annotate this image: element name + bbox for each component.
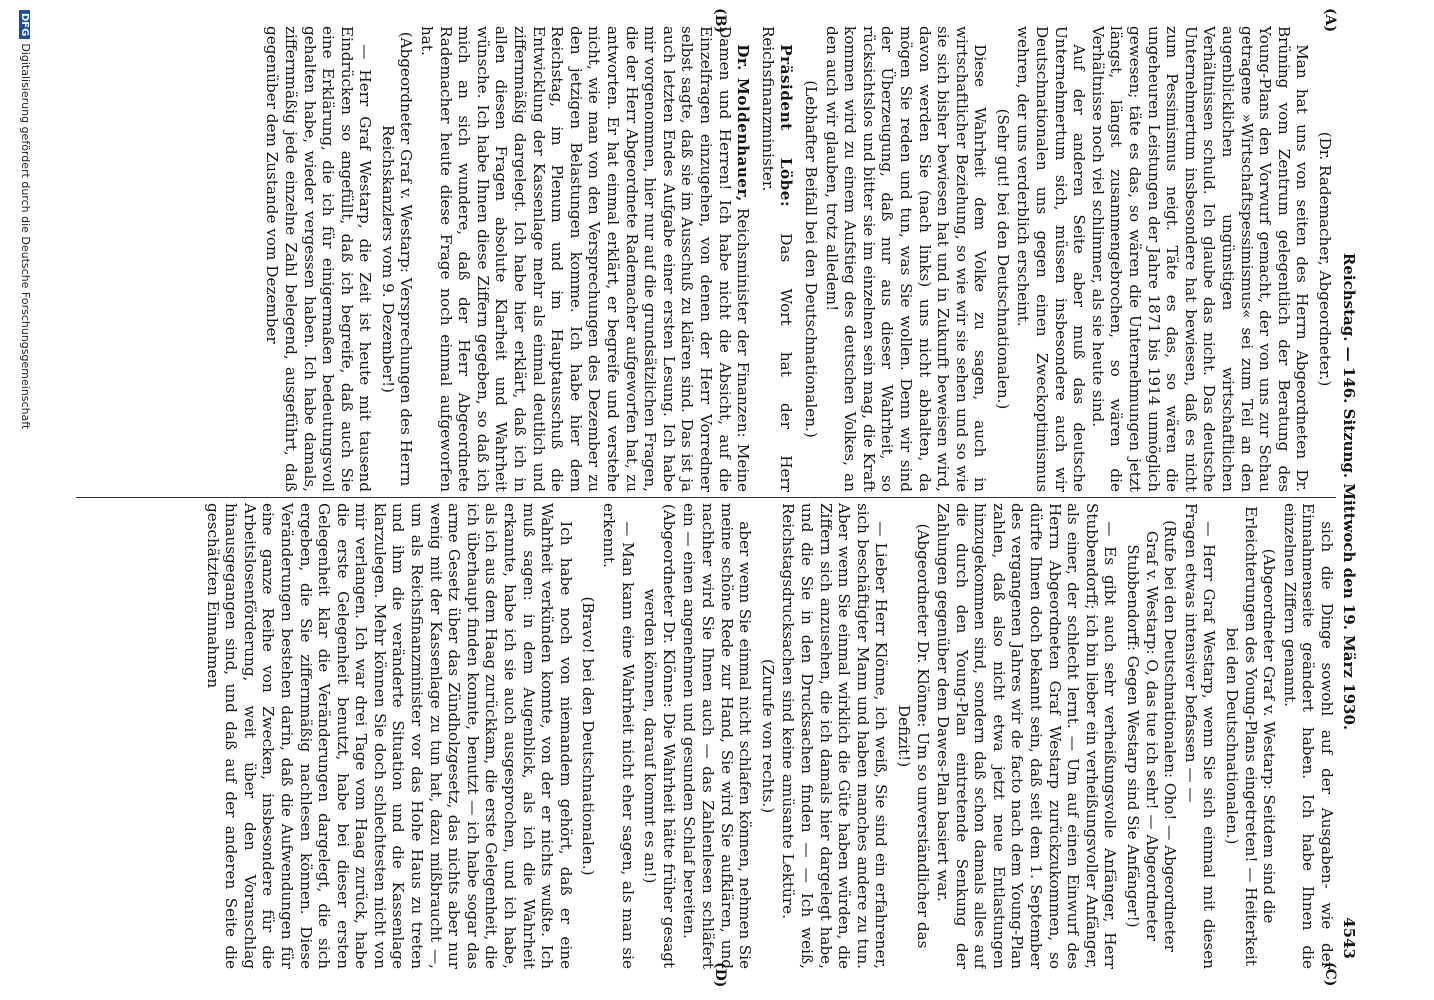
- speaker-paragraph: [758, 26, 795, 492]
- margin-marker-d: (D): [712, 962, 728, 988]
- margin-marker-a: (A): [1322, 8, 1338, 33]
- paragraph: — Man kann eine Wahrheit nicht eher sagen, als man sie erkennt.: [600, 503, 637, 969]
- interjection: (Abgeordneter Graf v. Westarp: Seitdem sind die Erleichterungen des Young-Plans eingetreten! — Heiterkeit bei den Deutschnationalen.): [1223, 506, 1279, 966]
- paragraph: — Herr Graf Westarp, wenn Sie sich einmal mit diesen Fragen etwas intensiver befassen — —: [1181, 503, 1219, 969]
- speaker-name: Präsident Löbe:: [777, 44, 796, 208]
- interjection: (Abgeordneter Dr. Klönne: Die Wahrheit hätte früher gesagt werden können, darauf kommt es an!): [641, 503, 678, 969]
- paragraph: Ich habe noch von niemandem gehört, daß er eine Wahrheit verkünden konnte, von der er nichts wußte. Ich muß sagen: in dem Augenblick, als ich die Wahrheit erkannte, habe ich sie auch ausgesprochen, und ich habe, als ich aus dem Haag zurückkam, die erste Gelegenheit, die ich überhaupt finden konnte, benutzt — ich habe sogar das arme Gesetz über das Zündholzgesetz, das nichts aber nur wenig mit der Kassenlage zu tun hat, dazu mißbraucht —, um als Reichsfinanzminister vor das Hohe Haus zu treten und ihm die veränderte Situation und die Kassenlage klarzulegen. Mehr können Sie doch schlechtesten nicht von mir verlangen. Ich war drei Tage vom Haag zurück, habe die erste Gelegenheit benutzt, habe bei dieser ersten Gelegenheit klar die Veränderungen dargelegt, die sich ergeben, die Sie ziffernmäßig nachlesen können. Diese Veränderungen bestehen darin, daß die Aufwendungen für eine ganze Reihe von Zwecken, insbesondere für die Arbeitslosenförderung, weit über den Voranschlag hinausgegangen sind, und daß auf der anderen Seite die geschätzten Einnahmen: [203, 503, 575, 969]
- interjection: (Rufe bei den Deutschnationalen: Oho! — Abgeordneter Graf v. Westarp: O, das tue ich sehr! — Abgeordneter Stubbendorff: Gegen Westarp sind Sie Anfänger!): [1124, 520, 1180, 952]
- speaker-name: Dr. Moldenhauer,: [734, 44, 753, 202]
- paragraph: Diese Wahrheit dem Volke zu sagen, auch in wirtschaftlicher Beziehung, so wie wir sie sehen und so wie sie sich bisher bewiesen hat und in Zukunft beweisen wird, davon werden Sie (nach links) uns nicht abhalten, da mögen Sie reden und tun, was Sie wollen. Denn wir sind der Überzeugung, daß nur aus dieser Wahrheit, so rücksichtslos und bitter sie im einzelnen sein mag, die Kraft kommen wird zu einem Aufstieg des deutschen Volkes, an den auch wir glauben, trotz alledem!: [822, 26, 990, 492]
- paragraph: sich die Dinge sowohl auf der Ausgaben- wie der Einnahmenseite geändert haben. Ich habe Ihnen die einzelnen Ziffern genannt.: [1280, 503, 1336, 969]
- header-title: Reichstag. — 146. Sitzung. Mittwoch den 19. März 1930.: [1340, 252, 1358, 731]
- footer: [19, 0, 32, 1000]
- paragraph: aber wenn Sie einmal nicht schlafen können, nehmen Sie meine schöne Rede zur Hand, Sie wird Sie aufklären, und nachher wird Sie Ihnen auch — das Zahlenlesen schläfert ein — einen angenehmen und gesunden Schlaf bereiten.: [680, 503, 755, 969]
- footer-text: Digitalisierung gefördert durch die Deutsche Forschungsgemeinschaft: [19, 43, 32, 430]
- column-divider: [76, 497, 1336, 498]
- right-column: [86, 503, 1336, 969]
- paragraph: Man hat uns von seiten des Herrn Abgeordneten Dr. Brüning vom Zentrum gelegentlich der Beratung des Young-Plans den Vorwurf gemacht, der von uns zur Schau getragene »Wirtschaftspessimismus« sei zum Teil an den augenblicklichen ungünstigen wirtschaftlichen Verhältnissen schuld. Ich glaube das nicht. Das deutsche Unternehmertum insbesondere hat bewiesen, daß es nicht zum Pessimismus neigt. Täte es das, so wären die ungeheuren Leistungen der Jahre 1871 bis 1914 unmöglich gewesen; täte es das, so wären die Unternehmungen jetzt längst, längst zusammengebrochen, so wären die Verhältnisse noch viel schlimmer, als sie heute sind.: [1088, 26, 1312, 492]
- interjection: (Abgeordneter Dr. Klönne: Um so unverständlicher das Defizit!): [894, 523, 932, 949]
- page-number: 4543: [1340, 917, 1358, 959]
- interjection: (Lebhafter Beifall bei den Deutschnationalen.): [801, 80, 820, 438]
- interjection: (Dr. Rademacher, Abgeordneter.): [1316, 131, 1334, 387]
- interjection: (Sehr gut! bei den Deutschnationalen.): [993, 108, 1012, 410]
- paragraph: — Es gibt auch sehr verheißungsvolle Anfänger, Herr Stubbendorff; ich bin lieber ein verheißungsvoller Anfänger, als einer, der schlecht lernt. — Um auf einen Einwurf des Herrn Abgeordneten Graf Westarp zurückzukommen, so dürfte Ihnen doch bekannt sein, daß seit dem 1. September des vergangenen Jahres wir de facto nach dem Young-Plan zahlen, daß also nicht etwa jetzt neue Entlastungen hinzugekommen sind, sondern daß schon damals alles auf die durch den Young-Plan eintretende Senkung der Zahlungen gegenüber dem Dawes-Plan basiert war.: [934, 503, 1120, 969]
- speech-text: Das Wort hat der Herr Reichsfinanzminister.: [758, 26, 796, 492]
- paragraph: — Herr Graf Westarp, die Zeit ist heute mit tausend Eindrücken so angefüllt, daß ich begreife, daß auch Sie eine Erklärung, die ich für einigermaßen bedeutungsvoll gehalten habe, wieder vergessen haben. Ich habe damals, ziffernmäßig jede einzelne Zahl belegend, ausgeführt, daß gegenüber dem Zustande vom Dezember: [263, 26, 375, 492]
- dfg-logo: DFG: [19, 10, 30, 39]
- paragraph: Auf der anderen Seite aber muß das deutsche Unternehmertum sich, müssen insbesondere auch wir Deutschnationalen uns gegen einen Zweckoptimismus wehren, der uns verderblich erscheint.: [1014, 26, 1089, 492]
- interjection: (Zurufe von rechts.): [758, 658, 777, 814]
- left-column: [86, 26, 1336, 492]
- interjection: (Bravo! bei den Deutschnationalen.): [579, 596, 598, 876]
- speaker-paragraph: [418, 26, 753, 492]
- margin-marker-b: (B): [712, 8, 728, 34]
- interjection: (Abgeordneter Graf v. Westarp: Versprechungen des Herrn Reichskanzlers vom 9. Dezember!): [378, 31, 416, 487]
- speech-text: Reichsminister der Finanzen: Meine Damen und Herren! Ich habe nicht die Absicht, auf die Einzelfragen einzugehen, von denen der Herr Vorredner selbst sagte, daß sie im Ausschuß zu klären sind. Das ist ja auch letzten Endes Aufgabe einer ersten Lesung. Ich habe mir vorgenommen, hier nur auf die grundsätzlichen Fragen, die der Herr Abgeordnete Rademacher aufgeworfen hat, zu antworten. Er hat einmal erklärt, er begreife und verstehe nicht, wie man von den Versprechungen des Dezember zu den jetzigen Belastungen komme. Ich habe hier dem Reichstag, im Plenum und im Hauptausschuß die Entwicklung der Kassenlage mehr als einmal deutlich und ziffernmäßig dargelegt. Ich habe hier erklärt, daß ich in allen diesen Fragen absolute Klarheit und Wahrheit wünsche. Ich habe Ihnen diese Ziffern gegeben, so daß ich mich an sich wundere, daß der Herr Abgeordnete Rademacher heute diese Frage noch einmal aufgeworfen hat.: [418, 26, 753, 492]
- paragraph: — Lieber Herr Klönne, ich weiß, Sie sind ein erfahrener, sich beschäftigter Mann und haben manches andere zu tun. Aber wenn Sie einmal wirklich die Güte haben würden, die Ziffern sich anzusehen, die ich damals hier dargelegt habe, und die Sie in den Drucksachen finden — — Ich weiß, Reichstagsdrucksachen sind keine amüsante Lektüre.: [779, 503, 891, 969]
- margin-marker-c: (C): [1322, 962, 1338, 987]
